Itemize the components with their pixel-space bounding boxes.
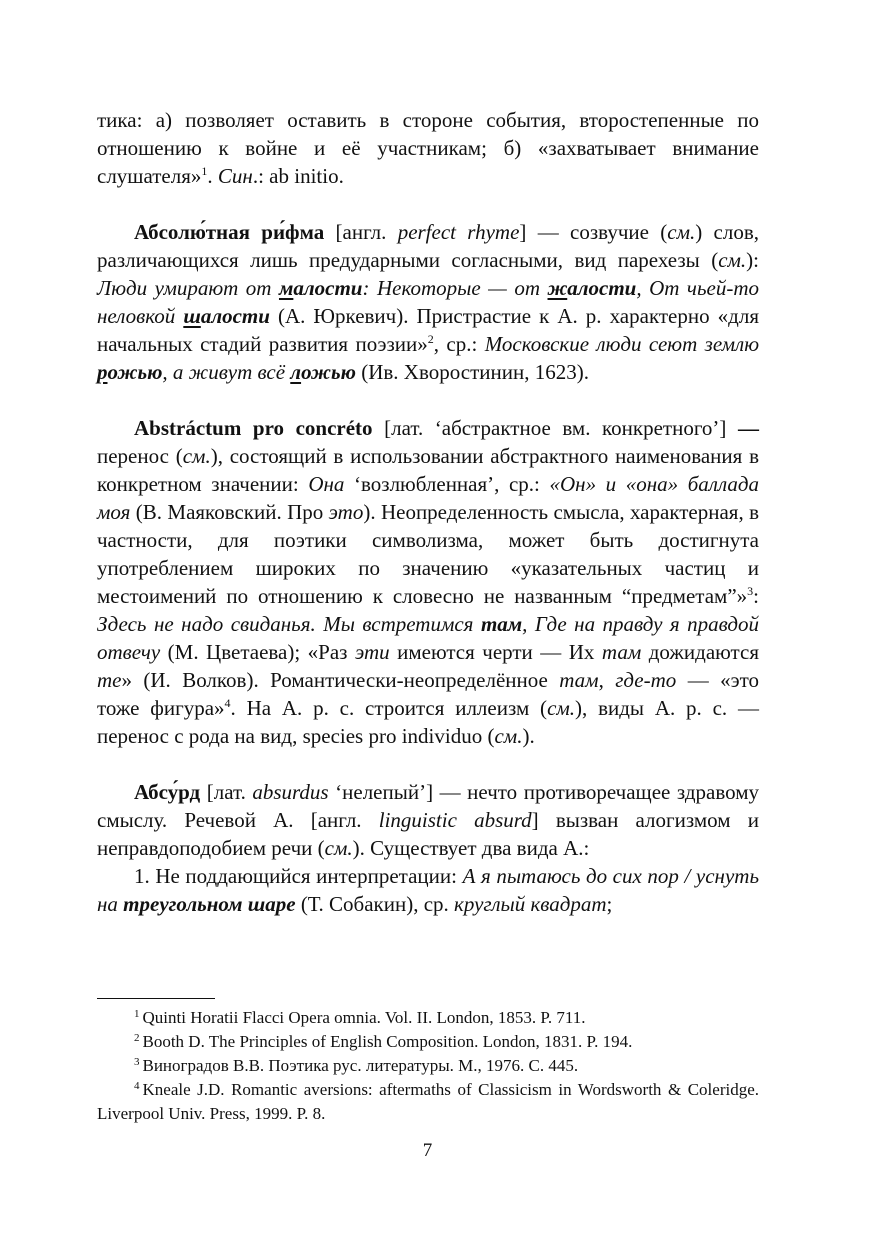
cross-ref: см.	[667, 220, 696, 244]
footnote	[97, 1030, 759, 1054]
entry-headword: Абсолю́тная ри́фма	[134, 220, 325, 244]
footnote-ref[interactable]: 2	[427, 332, 434, 346]
text: (Т. Собакин), ср.	[295, 892, 455, 916]
entry-absurd	[97, 778, 759, 862]
entry-absolute-rhyme	[97, 218, 759, 386]
page-number: 7	[422, 1140, 433, 1161]
text: (М. Цветаева); «Раз	[160, 640, 355, 664]
text: ), состоящий в использовании абстрактного наименования в конкретном значении:	[97, 444, 759, 496]
footnote-ref[interactable]: 1	[201, 164, 208, 178]
text: ), виды А. р. с. — перенос с рода на вид, species pro individuo (	[97, 696, 759, 748]
quote-underlined: р	[97, 360, 108, 384]
quote-bold: ожью	[107, 360, 163, 384]
quote: , а живут всё	[162, 360, 291, 384]
quote: «Он» и «она» баллада моя	[97, 472, 759, 524]
text: ‘нелепый’] — нечто противоречащее здравому смыслу. Речевой А. [англ.	[97, 780, 759, 832]
entry-abstractum	[97, 414, 759, 750]
quote-bold: треугольном шаре	[123, 892, 296, 916]
text: . На А. р. с. строится иллеизм (	[230, 696, 548, 720]
text: » (И. Волков). Романтически-неопределённое	[121, 668, 560, 692]
text: ). Неопределенность смысла, характерная, в частности, для поэтики символизма, может быть достигнута употреблением широких по значению «указательных частиц и местоимений по отношению к словесно не названным “предметам”»	[97, 500, 760, 608]
quote: те	[97, 668, 122, 692]
quote: круглый квадрат	[454, 892, 607, 916]
text: имеются черти — Их	[389, 640, 602, 664]
text: (Ив. Хворостинин, 1623).	[355, 360, 589, 384]
footnote-text: Kneale J.D. Romantic aversions: aftermaths of Classicism in Wordsworth & Coleridge. Liverpool Univ. Press, 1999. P. 8.	[97, 1080, 759, 1123]
entry-absurd-item-1	[97, 862, 759, 918]
quote-underlined: ж	[547, 276, 568, 300]
quote: , Где на правду я правдой отвечу	[97, 612, 759, 664]
footnote	[97, 1054, 759, 1078]
footnote	[97, 1078, 759, 1126]
text: ] — созвучие (	[519, 220, 668, 244]
text: :	[753, 584, 759, 608]
quote: А я пытаюсь до сих пор / уснуть на	[97, 864, 760, 916]
quote-bold: алости	[293, 276, 363, 300]
quote: Она	[308, 472, 345, 496]
text: ):	[746, 248, 759, 272]
text: Син	[217, 164, 253, 188]
quote-underlined: м	[278, 276, 294, 300]
text: ). Существует два вида А.:	[352, 836, 590, 860]
quote-bold: алости	[567, 276, 637, 300]
entry-headword: Abstráctum pro concréto	[134, 416, 373, 440]
text: (А. Юркевич). Пристрастие к А. р. характерно «для начальных стадий развития поэзии»	[97, 304, 759, 356]
text: ‘возлюбленная’, ср.:	[344, 472, 550, 496]
page-body	[97, 106, 759, 918]
footnote-rule	[97, 998, 215, 999]
quote: Люди умирают от	[97, 276, 279, 300]
footnotes	[97, 1006, 759, 1126]
footnote-mark: 2	[134, 1032, 140, 1044]
text: перенос (	[97, 444, 183, 468]
quote-bold: ожью	[301, 360, 356, 384]
text: .: ab initio.	[252, 164, 344, 188]
quote: Здесь не надо свиданья. Мы встретимся	[97, 612, 481, 636]
cross-ref: см.	[494, 724, 523, 748]
text: [лат.	[200, 780, 253, 804]
text: — «это тоже фигура»	[97, 668, 760, 720]
footnote-mark: 1	[134, 1008, 140, 1020]
footnote-ref[interactable]: 4	[224, 696, 231, 710]
footnote-ref[interactable]: 3	[747, 584, 754, 598]
quote: это	[328, 500, 364, 524]
quote: : Некоторые — от	[362, 276, 548, 300]
quote: Московские люди сеют землю	[484, 332, 759, 356]
text: ) слов, различающихся лишь предударными согласными, вид парехезы (	[97, 220, 759, 272]
text: , ср.:	[433, 332, 485, 356]
footnote-text: Quinti Horatii Flacci Opera omnia. Vol. II. London, 1853. P. 711.	[142, 1008, 586, 1027]
footnote-mark: 4	[134, 1080, 140, 1092]
text: perfect rhyme	[397, 220, 520, 244]
text: дожидаются	[641, 640, 759, 664]
entry-headword: Абсу́рд	[134, 780, 201, 804]
quote-underlined: ш	[183, 304, 201, 328]
text: .	[207, 164, 218, 188]
quote-bold: алости	[200, 304, 270, 328]
text: ] вызван алогизмом и неправдоподобием речи (	[97, 808, 759, 860]
text: (В. Маяковский. Про	[130, 500, 329, 524]
cross-ref: см.	[718, 248, 747, 272]
text: [лат. ‘абстрактное вм. конкретного’]	[372, 416, 738, 440]
footnote-mark: 3	[134, 1056, 140, 1068]
cross-ref: см.	[182, 444, 211, 468]
text: 1. Не поддающийся интерпретации:	[134, 864, 463, 888]
text: absurdus	[252, 780, 329, 804]
quote: где-то	[615, 668, 677, 692]
text: —	[738, 416, 759, 440]
quote: эти	[354, 640, 390, 664]
text: ;	[606, 892, 613, 916]
footnote	[97, 1006, 759, 1030]
quote: там	[559, 668, 599, 692]
quote: , От чьей-то неловкой	[97, 276, 759, 328]
text: ,	[598, 668, 616, 692]
continued-paragraph	[97, 106, 759, 190]
footnote-text: Виноградов В.В. Поэтика рус. литературы. М., 1976. С. 445.	[142, 1056, 579, 1075]
footnote-text: Booth D. The Principles of English Composition. London, 1831. P. 194.	[142, 1032, 633, 1051]
text: [англ.	[324, 220, 398, 244]
text: ).	[522, 724, 535, 748]
cross-ref: см.	[324, 836, 353, 860]
quote-bold: там	[480, 612, 523, 636]
quote-underlined: л	[290, 360, 302, 384]
quote: там	[601, 640, 642, 664]
text: тика: а) позволяет оставить в стороне события, второстепенные по отношению к войне и её участникам; б) «захватывает внимание слушателя»	[97, 108, 759, 188]
text: linguistic absurd	[378, 808, 532, 832]
cross-ref: см.	[547, 696, 576, 720]
